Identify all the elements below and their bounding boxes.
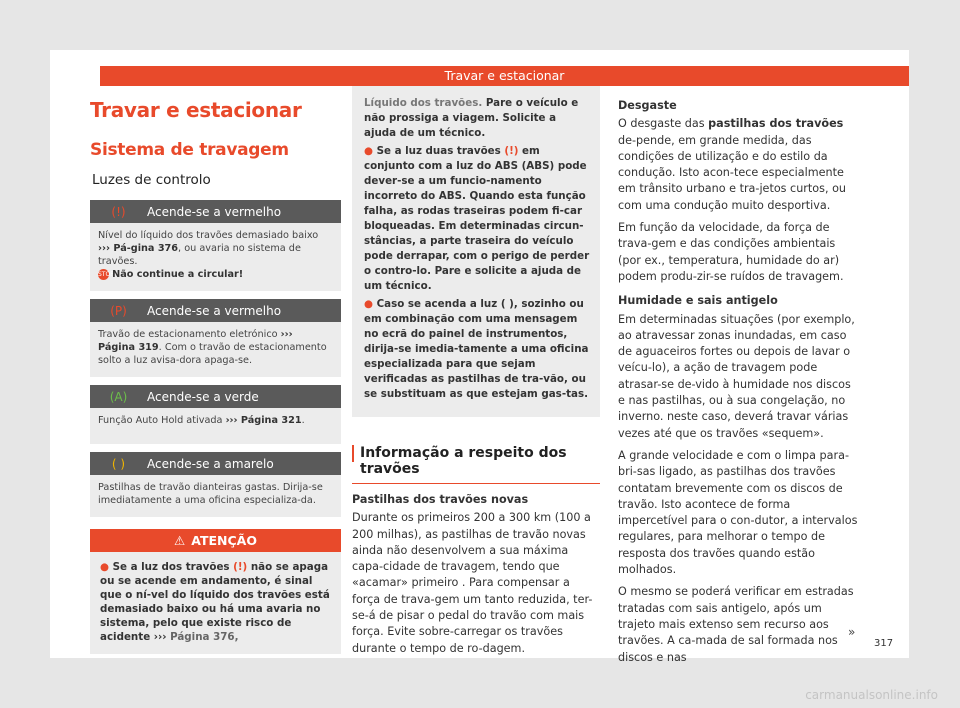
page-title: Travar e estacionar bbox=[90, 98, 302, 122]
paragraph: Durante os primeiros 200 a 300 km (100 a 200 milhas), as pastilhas de travão novas ainda não desenvolvem a sua máxima capa-cidade de travagem, tendo que «acamar» primeiro . Para compensar a força de trava-gem um tanto reduzida, ter-se-á de pisar o pedal do travão com mais força. Evite sobre-carregar os travões durante o tempo de ro-dagem. bbox=[352, 511, 593, 655]
paragraph: O mesmo se poderá verificar em estradas tratadas com sais antigelo, após um trajeto mais extenso sem recurso aos travões. A ca-mada de sal formada nos discos e nas bbox=[618, 585, 854, 664]
warning-text: ● Se a luz dos travões (!) não se apaga ou se acende em andamento, é sinal que o ní-vel do líquido dos travões está demasiado baixo ou há uma avaria no sistema, pelo que existe risco de acidente ››› Página 376, bbox=[90, 552, 341, 654]
bullet-icon: ● bbox=[364, 145, 373, 157]
paragraph: O desgaste das pastilhas dos travões de-pende, em grande medida, das condições de utilização e do estilo da condução. Isto acon-tece especialmente em trânsito urbano e tra-jetos curtos, ou com uma condução muito desportiva. bbox=[618, 117, 847, 212]
brake-pad-wear-icon: ( ) bbox=[111, 456, 126, 471]
indicator-description: Travão de estacionamento eletrónico ››› Página 319. Com o travão de estacionamento solto a luz avisa-dora apaga-se. bbox=[90, 322, 341, 377]
parking-brake-icon: (P) bbox=[110, 303, 127, 318]
auto-hold-icon: (A) bbox=[109, 389, 128, 404]
indicator-description: Pastilhas de travão dianteiras gastas. Dirija-se imediatamente a uma oficina especializa-da. bbox=[90, 475, 341, 517]
subsection-title: Desgaste bbox=[618, 99, 677, 112]
section-title: Sistema de travagem bbox=[90, 140, 289, 160]
page-reference[interactable]: Página 319 bbox=[98, 342, 159, 353]
bullet-icon: ● bbox=[364, 298, 373, 310]
section-title: Informação a respeito dos travões bbox=[352, 417, 600, 484]
paragraph: Em função da velocidade, da força de trava-gem e das condições ambientais (por ex., temperatura, humidade do ar) podem produ-zir-se ruídos de travagem. bbox=[618, 221, 844, 283]
brake-pad-wear-icon: ( ) bbox=[500, 298, 514, 310]
right-column bbox=[618, 98, 861, 672]
indicator-label: Acende-se a verde bbox=[147, 389, 259, 404]
indicator-label: Acende-se a vermelho bbox=[147, 303, 282, 318]
page-number: 317 bbox=[874, 638, 894, 649]
page-reference[interactable]: Página 321 bbox=[240, 415, 302, 426]
indicator-parking-brake bbox=[90, 299, 341, 377]
indicator-label: Acende-se a vermelho bbox=[147, 204, 282, 219]
subsection-title: Pastilhas dos travões novas bbox=[352, 493, 529, 506]
bullet-icon: ● bbox=[100, 561, 109, 573]
brake-warning-icon: (!) bbox=[233, 561, 248, 573]
indicator-auto-hold bbox=[90, 385, 341, 444]
indicator-label: Acende-se a amarelo bbox=[147, 456, 274, 471]
indicator-brake-fluid bbox=[90, 200, 341, 291]
abs-icon: (ABS) bbox=[521, 160, 555, 172]
continue-icon: » bbox=[848, 625, 856, 639]
manual-page bbox=[50, 50, 909, 664]
subsection-title: Humidade e sais antigelo bbox=[618, 294, 778, 308]
paragraph: Em determinadas situações (por exemplo, ao atravessar zonas inundadas, em caso de aguaceiros fortes ou depois de lavar o veícu-lo), a ação de travagem pode atrasar-se de-vido à humidade nos discos e nas pastilhas, ou à sua congelação, no inverno. neste caso, deverá travar várias vezes até que os travões «sequem». bbox=[618, 312, 855, 440]
brake-warning-icon: (!) bbox=[504, 145, 519, 157]
watermark: carmanualsonline.info bbox=[805, 688, 938, 702]
indicator-brake-pads bbox=[90, 452, 341, 517]
warning-title: ATENÇÃO bbox=[191, 533, 257, 548]
stop-icon: STOP bbox=[98, 270, 114, 278]
page-header: Travar e estacionar bbox=[100, 66, 909, 86]
paragraph: A grande velocidade e com o limpa para-bri-sas ligado, as pastilhas dos travões contatam brevemente com os discos de travão. Isto acontece de forma impercetível para o con-dutor, a intervalos regulares, para melhorar o tempo de resposta dos travões quando estão molhados. bbox=[618, 448, 858, 577]
middle-column bbox=[352, 86, 600, 659]
page-reference[interactable]: Pá-gina 376 bbox=[113, 243, 179, 254]
brake-warning-icon: (!) bbox=[111, 204, 126, 219]
warning-continuation: Líquido dos travões. Pare o veículo e não prossiga a viagem. Solicite a ajuda de um técnico. ● Se a luz duas travões (!) em conjunto com a luz do ABS (ABS) pode dever-se a um funcio-namento incorreto do ABS. Quando esta função falha, as rodas traseiras podem fi-car bloqueadas. Em determinadas circun-stâncias, a parte traseira do veículo pode derrapar, com o perigo de perder o contro-lo. Pare e solicite a ajuda de um técnico. ● Caso se acenda a luz ( ), sozinho ou em combinação com uma mensagem no ecrã do painel de instrumentos, dirija-se imedia-tamente a uma oficina especializada para que sejam verificadas as pastilhas de tra-vão, ou se substituam as que estejam gas-tas. bbox=[352, 86, 600, 417]
warning-icon: ⚠ bbox=[174, 533, 186, 548]
warning-box bbox=[90, 529, 341, 654]
indicator-description: Função Auto Hold ativada ››› Página 321. bbox=[90, 408, 341, 444]
page-reference[interactable]: Página 376, bbox=[170, 631, 239, 643]
left-column bbox=[90, 98, 341, 654]
indicator-description: Nível do líquido dos travões demasiado baixo ››› Pá-gina 376, ou avaria no sistema de travões. STOP Não continue a circular! bbox=[90, 223, 341, 291]
subsection-title: Luzes de controlo bbox=[92, 172, 211, 188]
